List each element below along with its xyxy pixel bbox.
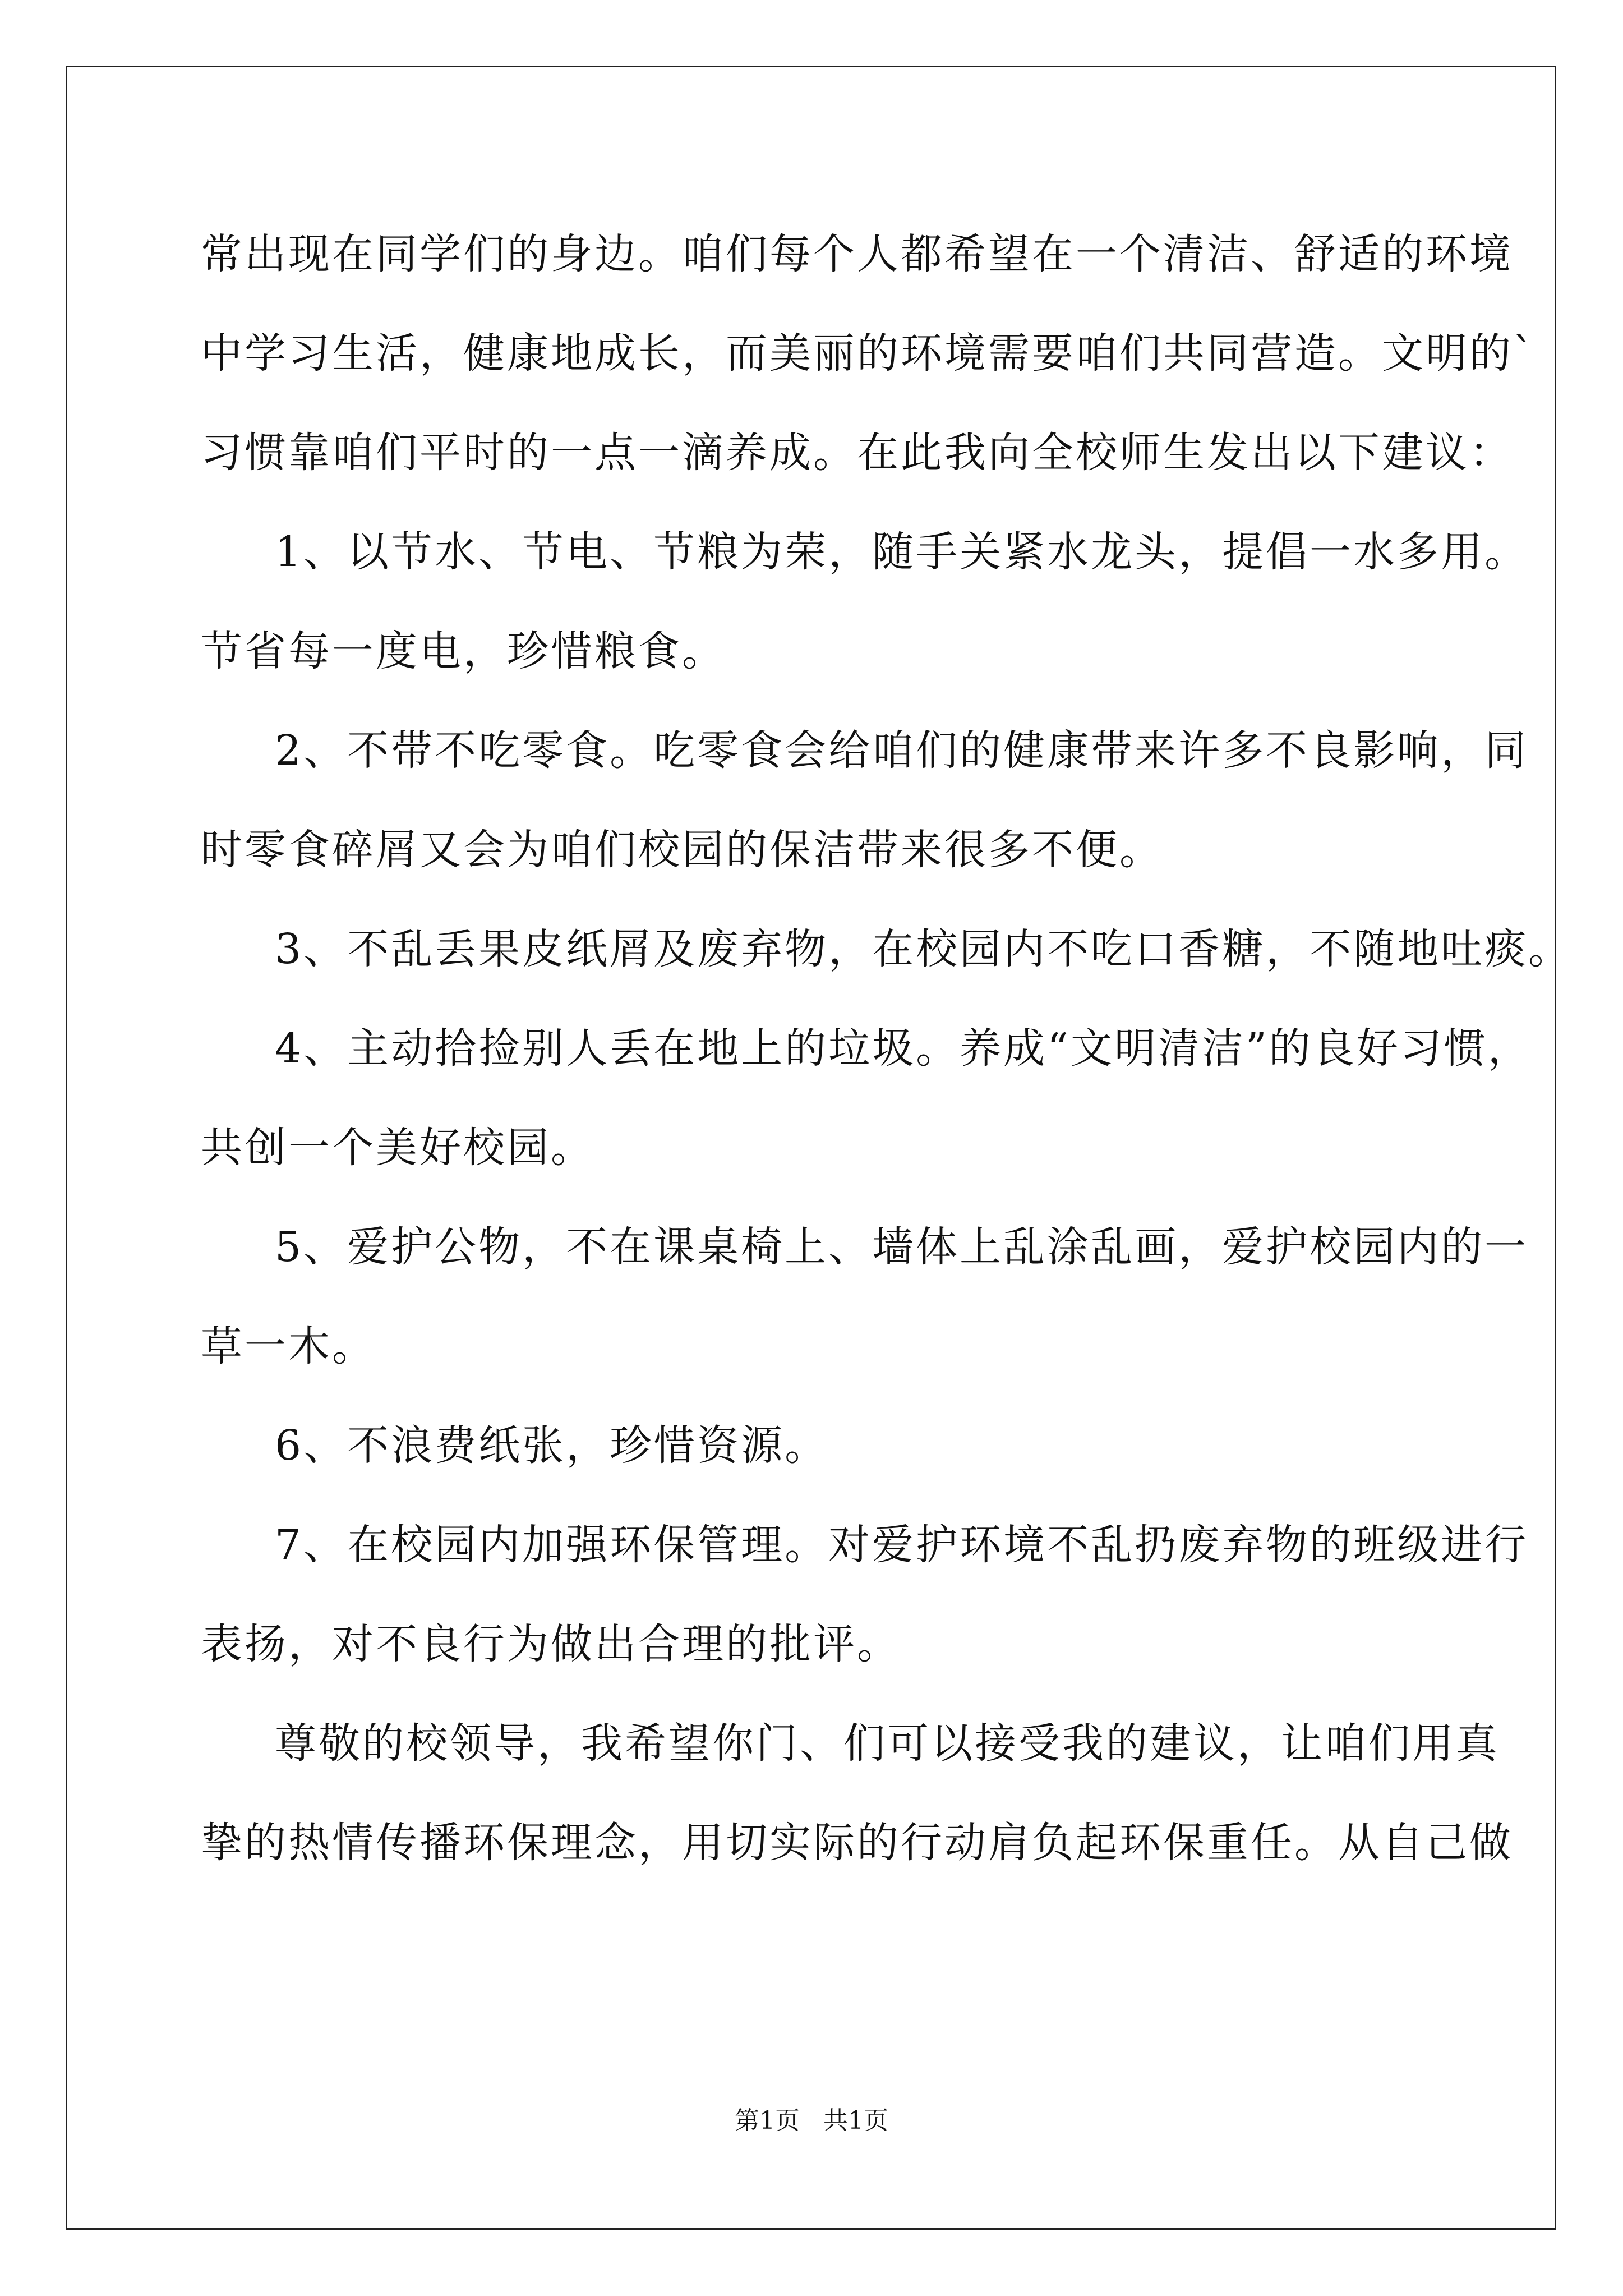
suggestion-1-line-1: 1、以节水、节电、节粮为荣，随手关紧水龙头，提倡一水多用。 [275, 528, 1529, 576]
suggestion-2-line-1: 2、不带不吃零食。吃零食会给咱们的健康带来许多不良影响，同 [275, 726, 1529, 775]
suggestion-4-line-1: 4、主动拾捡别人丢在地上的垃圾。养成“文明清洁”的良好习惯， [275, 1024, 1532, 1073]
suggestion-3-line-1: 3、不乱丢果皮纸屑及废弃物，在校园内不吃口香糖，不随地吐痰。 [275, 925, 1573, 973]
suggestion-6-line-1: 6、不浪费纸张，珍惜资源。 [275, 1421, 829, 1470]
suggestion-5-line-2: 草一木。 [201, 1322, 376, 1370]
page-number-footer: 第1页 共1页 [735, 2106, 888, 2135]
body-line-1: 常出现在同学们的身边。咱们每个人都希望在一个清洁、舒适的环境 [201, 230, 1513, 278]
closing-line-1: 尊敬的校领导，我希望你门、们可以接受我的建议，让咱们用真 [275, 1719, 1500, 1768]
suggestion-1-line-2: 节省每一度电，珍惜粮食。 [201, 627, 726, 675]
body-line-3: 习惯靠咱们平时的一点一滴养成。在此我向全校师生发出以下建议： [201, 429, 1513, 477]
suggestion-2-line-2: 时零食碎屑又会为咱们校园的保洁带来很多不便。 [201, 826, 1163, 874]
suggestion-7-line-2: 表扬，对不良行为做出合理的批评。 [201, 1620, 901, 1668]
suggestion-4-line-2: 共创一个美好校园。 [201, 1124, 594, 1172]
suggestion-7-line-1: 7、在校园内加强环保管理。对爱护环境不乱扔废弃物的班级进行 [275, 1521, 1529, 1569]
suggestion-5-line-1: 5、爱护公物，不在课桌椅上、墙体上乱涂乱画，爱护校园内的一 [275, 1223, 1529, 1271]
closing-line-2: 挚的热情传播环保理念，用切实际的行动肩负起环保重任。从自己做 [201, 1819, 1513, 1867]
body-line-2: 中学习生活，健康地成长，而美丽的环境需要咱们共同营造。文明的` [201, 329, 1536, 378]
